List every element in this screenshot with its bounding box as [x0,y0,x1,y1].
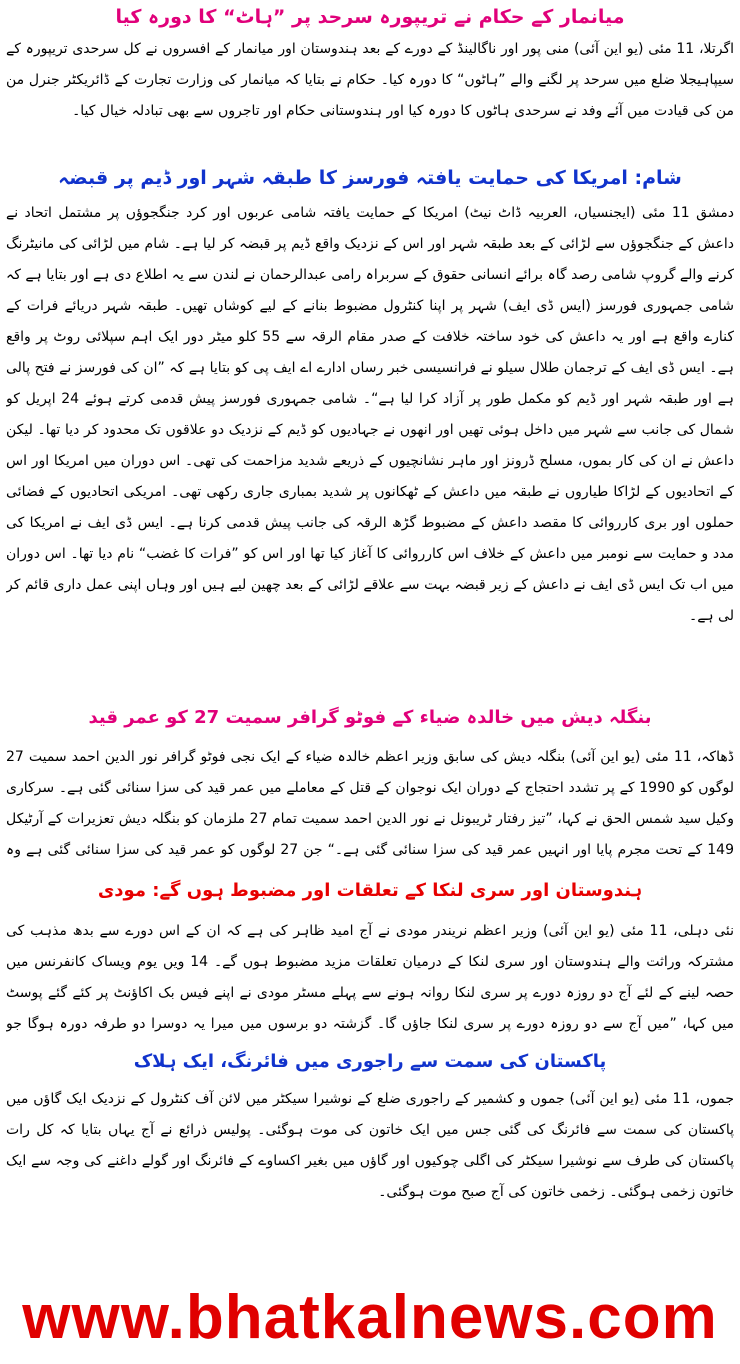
article-body-syria-tabqa: دمشق 11 مئی (ایجنسیاں، العربیہ ڈاٹ نیٹ) امریکا کے حمایت یافتہ شامی عربوں اور کرد جنگجوؤں پر مشتمل اتحاد نے داعش کے جنگجوؤں سے لڑائی کے بعد طبقہ شہر اور اس کے نزدیک واقع ڈیم پر قبضہ کر لیا ہے۔ شام میں لڑائی کی مانیٹرنگ کرنے والے گروپ شامی رصد گاہ برائے انسانی حقوق کے سربراہ رامی عبدالرحمان نے لندن سے یہ اطلاع دی ہے اور بتایا ہے کہ شامی جمہوری فورسز (ایس ڈی ایف) شہر پر اپنا کنٹرول مضبوط بنانے کے لیے کوشاں تھیں۔ طبقہ شہر دریائے فرات کے کنارے واقع ہے اور یہ داعش کی خود ساختہ خلافت کے صدر مقام الرقہ سے 55 کلو میٹر دور ایک اہم سپلائی روٹ پر واقع ہے۔ ایس ڈی ایف کے ترجمان طلال سیلو نے فرانسیسی خبر رساں ادارے اے ایف پی کو بتایا ہے کہ ”ان کی فورسز نے فتح پالی ہے اور طبقہ شہر اور ڈیم کو مکمل طور پر آزاد کرا لیا ہے“۔ شامی جمہوری فورسز پیش قدمی کرتے ہوئے 24 اپریل کو شمال کی جانب سے شہر میں داخل ہوئی تھیں اور انھوں نے جہادیوں کو ڈیم کے نزدیک دو علاقوں تک محدود کر دیا تھا۔ لیکن داعش نے ان کی کار بموں، مسلح ڈرونز اور ماہر نشانچیوں کے ذریعے شدید مزاحمت کی تھی۔ اس دوران میں امریکا اور اس کے اتحادیوں کے لڑاکا طیاروں نے طبقہ میں داعش کے ٹھکانوں پر شدید بمباری جاری رکھی تھی۔ امریکی اتحادیوں کے فضائی حملوں اور بری کارروائی کا مقصد داعش کے مضبوط گڑھ الرقہ کی جانب پیش قدمی کرنا ہے۔ ایس ڈی ایف نے امریکا کی مدد و حمایت سے نومبر میں داعش کے خلاف اس کارروائی کا آغاز کیا تھا اور اس کو ”فرات کا غضب“ نام دیا تھا۔ اس دوران میں اب تک ایس ڈی ایف نے داعش کے زیر قبضہ بہت سے علاقے لڑائی کے بعد چھین لیے ہیں اور وہاں اپنی عمل داری قائم کر لی ہے۔ [6,205,734,624]
article-body-myanmar-tripura: اگرتلا، 11 مئی (یو این آئی) منی پور اور ناگالینڈ کے دورے کے بعد ہندوستان اور میانمار کے افسروں نے کل سرحدی تریپورہ کے سیپاہیجلا ضلع میں سرحد پر لگنے والے ”ہاٹوں“ کا دورہ کیا۔ حکام نے بتایا کہ میانمار کی وزارت تجارت کے ڈائریکٹر جنرل من من کی قیادت میں آئے وفد نے سرحدی ہاٹوں کا دورہ کیا اور ہندوستانی حکام اور تاجروں سے بھی تبادلہ خیال کیا۔ [6,41,734,119]
article-body-rajouri-firing: جموں، 11 مئی (یو این آئی) جموں و کشمیر کے راجوری ضلع کے نوشیرا سیکٹر میں لائن آف کنٹرول کے نزدیک ایک گاؤں میں پاکستان کی سمت سے فائرنگ کی گئی جس میں ایک خاتون کی موت ہوگئی۔ پولیس ذرائع نے آج یہاں بتایا کہ کل رات پاکستان کی طرف سے نوشیرا سیکٹر کی اگلی چوکیوں اور گاؤں میں بغیر اکساوے کے فائرنگ اور گولے داغنے کی وجہ سے ایک خاتون زخمی ہوگئی۔ زخمی خاتون کی آج صبح موت ہوگئی۔ [6,1091,734,1200]
headline-rajouri-firing: پاکستان کی سمت سے راجوری میں فائرنگ، ایک ہلاک [133,1051,607,1072]
headline-myanmar-tripura: میانمار کے حکام نے تریپورہ سرحد پر ”ہاٹ“ کا دورہ کیا [115,6,625,28]
article-body-india-srilanka: نئی دہلی، 11 مئی (یو این آئی) وزیر اعظم نریندر مودی نے آج امید ظاہر کی ہے کہ ان کے اس دورے سے بدھ مذہب کی مشترکہ وراثت والے ہندوستان اور سری لنکا کے درمیان تعلقات مزید مضبوط ہوں گے۔ 14 ویں یوم ویساک کانفرنس میں حصہ لینے کے لئے آج دو روزہ دورے پر سری لنکا روانہ ہونے سے پہلے مسٹر مودی نے اپنے فیس بک اکاؤنٹ پر کئے گئے پوسٹ میں کہا، ”میں آج سے دو روزہ دورے پر سری لنکا جاؤں گا۔ گزشتہ دو برسوں میں میرا یہ دوسرا دو طرفہ دورہ ہوگا جو [6,923,734,1032]
website-footer[interactable]: www.bhatkalnews.com [22,1283,718,1352]
article-body-bangladesh-verdict: ڈھاکہ، 11 مئی (یو این آئی) بنگلہ دیش کی سابق وزیر اعظم خالدہ ضیاء کے ایک نجی فوٹو گرافر نور الدین احمد سمیت 27 لوگوں کو 1990 کے پر تشدد احتجاج کے دوران ایک نوجوان کے قتل کے معاملے میں عمر قید کی سزا سنائی گئی ہے۔ سرکاری وکیل سید شمس الحق نے کہا، ”تیز رفتار ٹریبونل نے نور الدین احمد سمیت تمام 27 ملزمان کو بنگلہ دیش تعزیرات کے آرٹیکل 149 کے تحت مجرم پایا اور انہیں عمر قید کی سزا سنائی گئی ہے۔“ جن 27 لوگوں کو عمر قید کی سزا سنائی گئی ہے وہ [6,749,734,858]
headline-india-srilanka: ہندوستان اور سری لنکا کے تعلقات اور مضبوط ہوں گے: مودی [97,880,643,901]
headline-syria-tabqa: شام: امریکا کی حمایت یافتہ فورسز کا طبقہ شہر اور ڈیم پر قبضہ [58,167,682,189]
headline-bangladesh-verdict: بنگلہ دیش میں خالدہ ضیاء کے فوٹو گرافر سمیت 27 کو عمر قید [88,707,652,728]
